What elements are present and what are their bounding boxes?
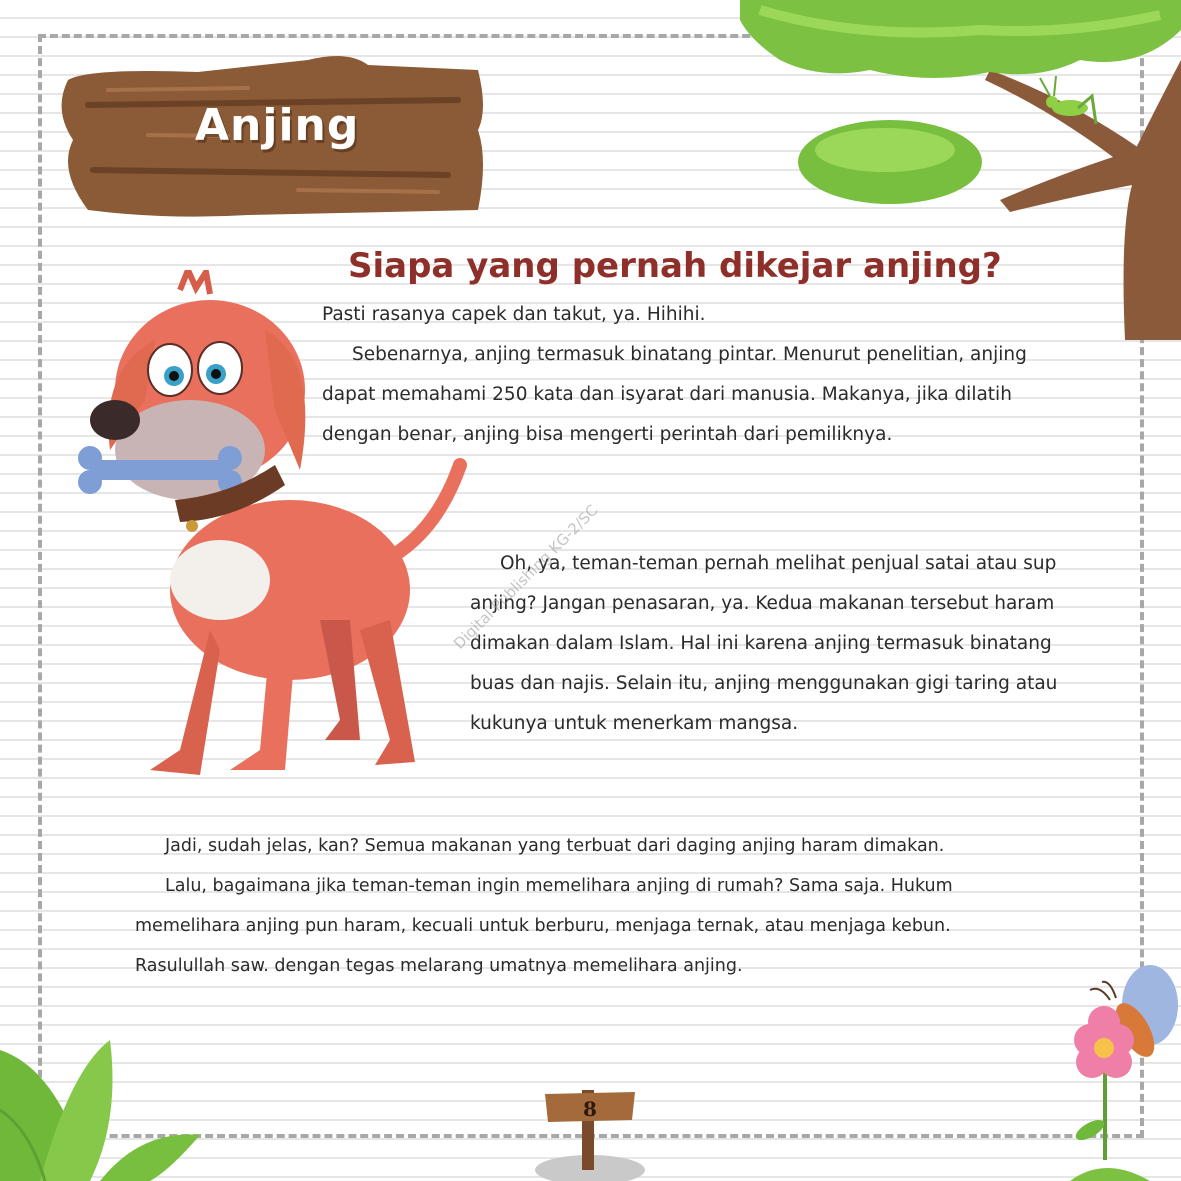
paragraph-3-line-3: memelihara anjing pun haram, kecuali untuk berburu, menjaga ternak, atau menjaga kebun. bbox=[135, 916, 951, 936]
paragraph-1-line-1: Pasti rasanya capek dan takut, ya. Hihihi. bbox=[322, 304, 706, 325]
flower-butterfly-illustration bbox=[1030, 960, 1181, 1181]
paragraph-2-line-1: Oh, ya, teman-teman pernah melihat penjual satai atau sup bbox=[500, 553, 1057, 574]
page-number: 8 bbox=[583, 1097, 597, 1121]
paragraph-1-line-3: dapat memahami 250 kata dan isyarat dari manusia. Makanya, jika dilatih bbox=[322, 384, 1012, 405]
section-heading: Siapa yang pernah dikejar anjing? bbox=[348, 246, 1002, 286]
paragraph-2-line-2: anjing? Jangan penasaran, ya. Kedua makanan tersebut haram bbox=[470, 593, 1055, 614]
leaves-illustration bbox=[0, 1010, 210, 1181]
paragraph-2-line-3: dimakan dalam Islam. Hal ini karena anjing termasuk binatang bbox=[470, 633, 1052, 654]
tree-illustration bbox=[740, 0, 1181, 340]
watermark: Digital Publishing KG-2/SC bbox=[450, 501, 602, 653]
paragraph-3-line-4: Rasulullah saw. dengan tegas melarang umatnya memelihara anjing. bbox=[135, 956, 743, 976]
paragraph-2-line-4: buas dan najis. Selain itu, anjing menggunakan gigi taring atau bbox=[470, 673, 1058, 694]
paragraph-3-line-2: Lalu, bagaimana jika teman-teman ingin memelihara anjing di rumah? Sama saja. Hukum bbox=[165, 876, 953, 896]
paragraph-3-line-1: Jadi, sudah jelas, kan? Semua makanan yang terbuat dari daging anjing haram dimakan. bbox=[165, 836, 945, 856]
paragraph-1-line-2: Sebenarnya, anjing termasuk binatang pintar. Menurut penelitian, anjing bbox=[352, 344, 1027, 365]
page-number-signpost bbox=[520, 1080, 660, 1181]
paragraph-2-line-5: kukunya untuk menerkam mangsa. bbox=[470, 713, 799, 734]
page-title: Anjing bbox=[195, 100, 360, 151]
paragraph-1-line-4: dengan benar, anjing bisa mengerti perintah dari pemiliknya. bbox=[322, 424, 893, 445]
